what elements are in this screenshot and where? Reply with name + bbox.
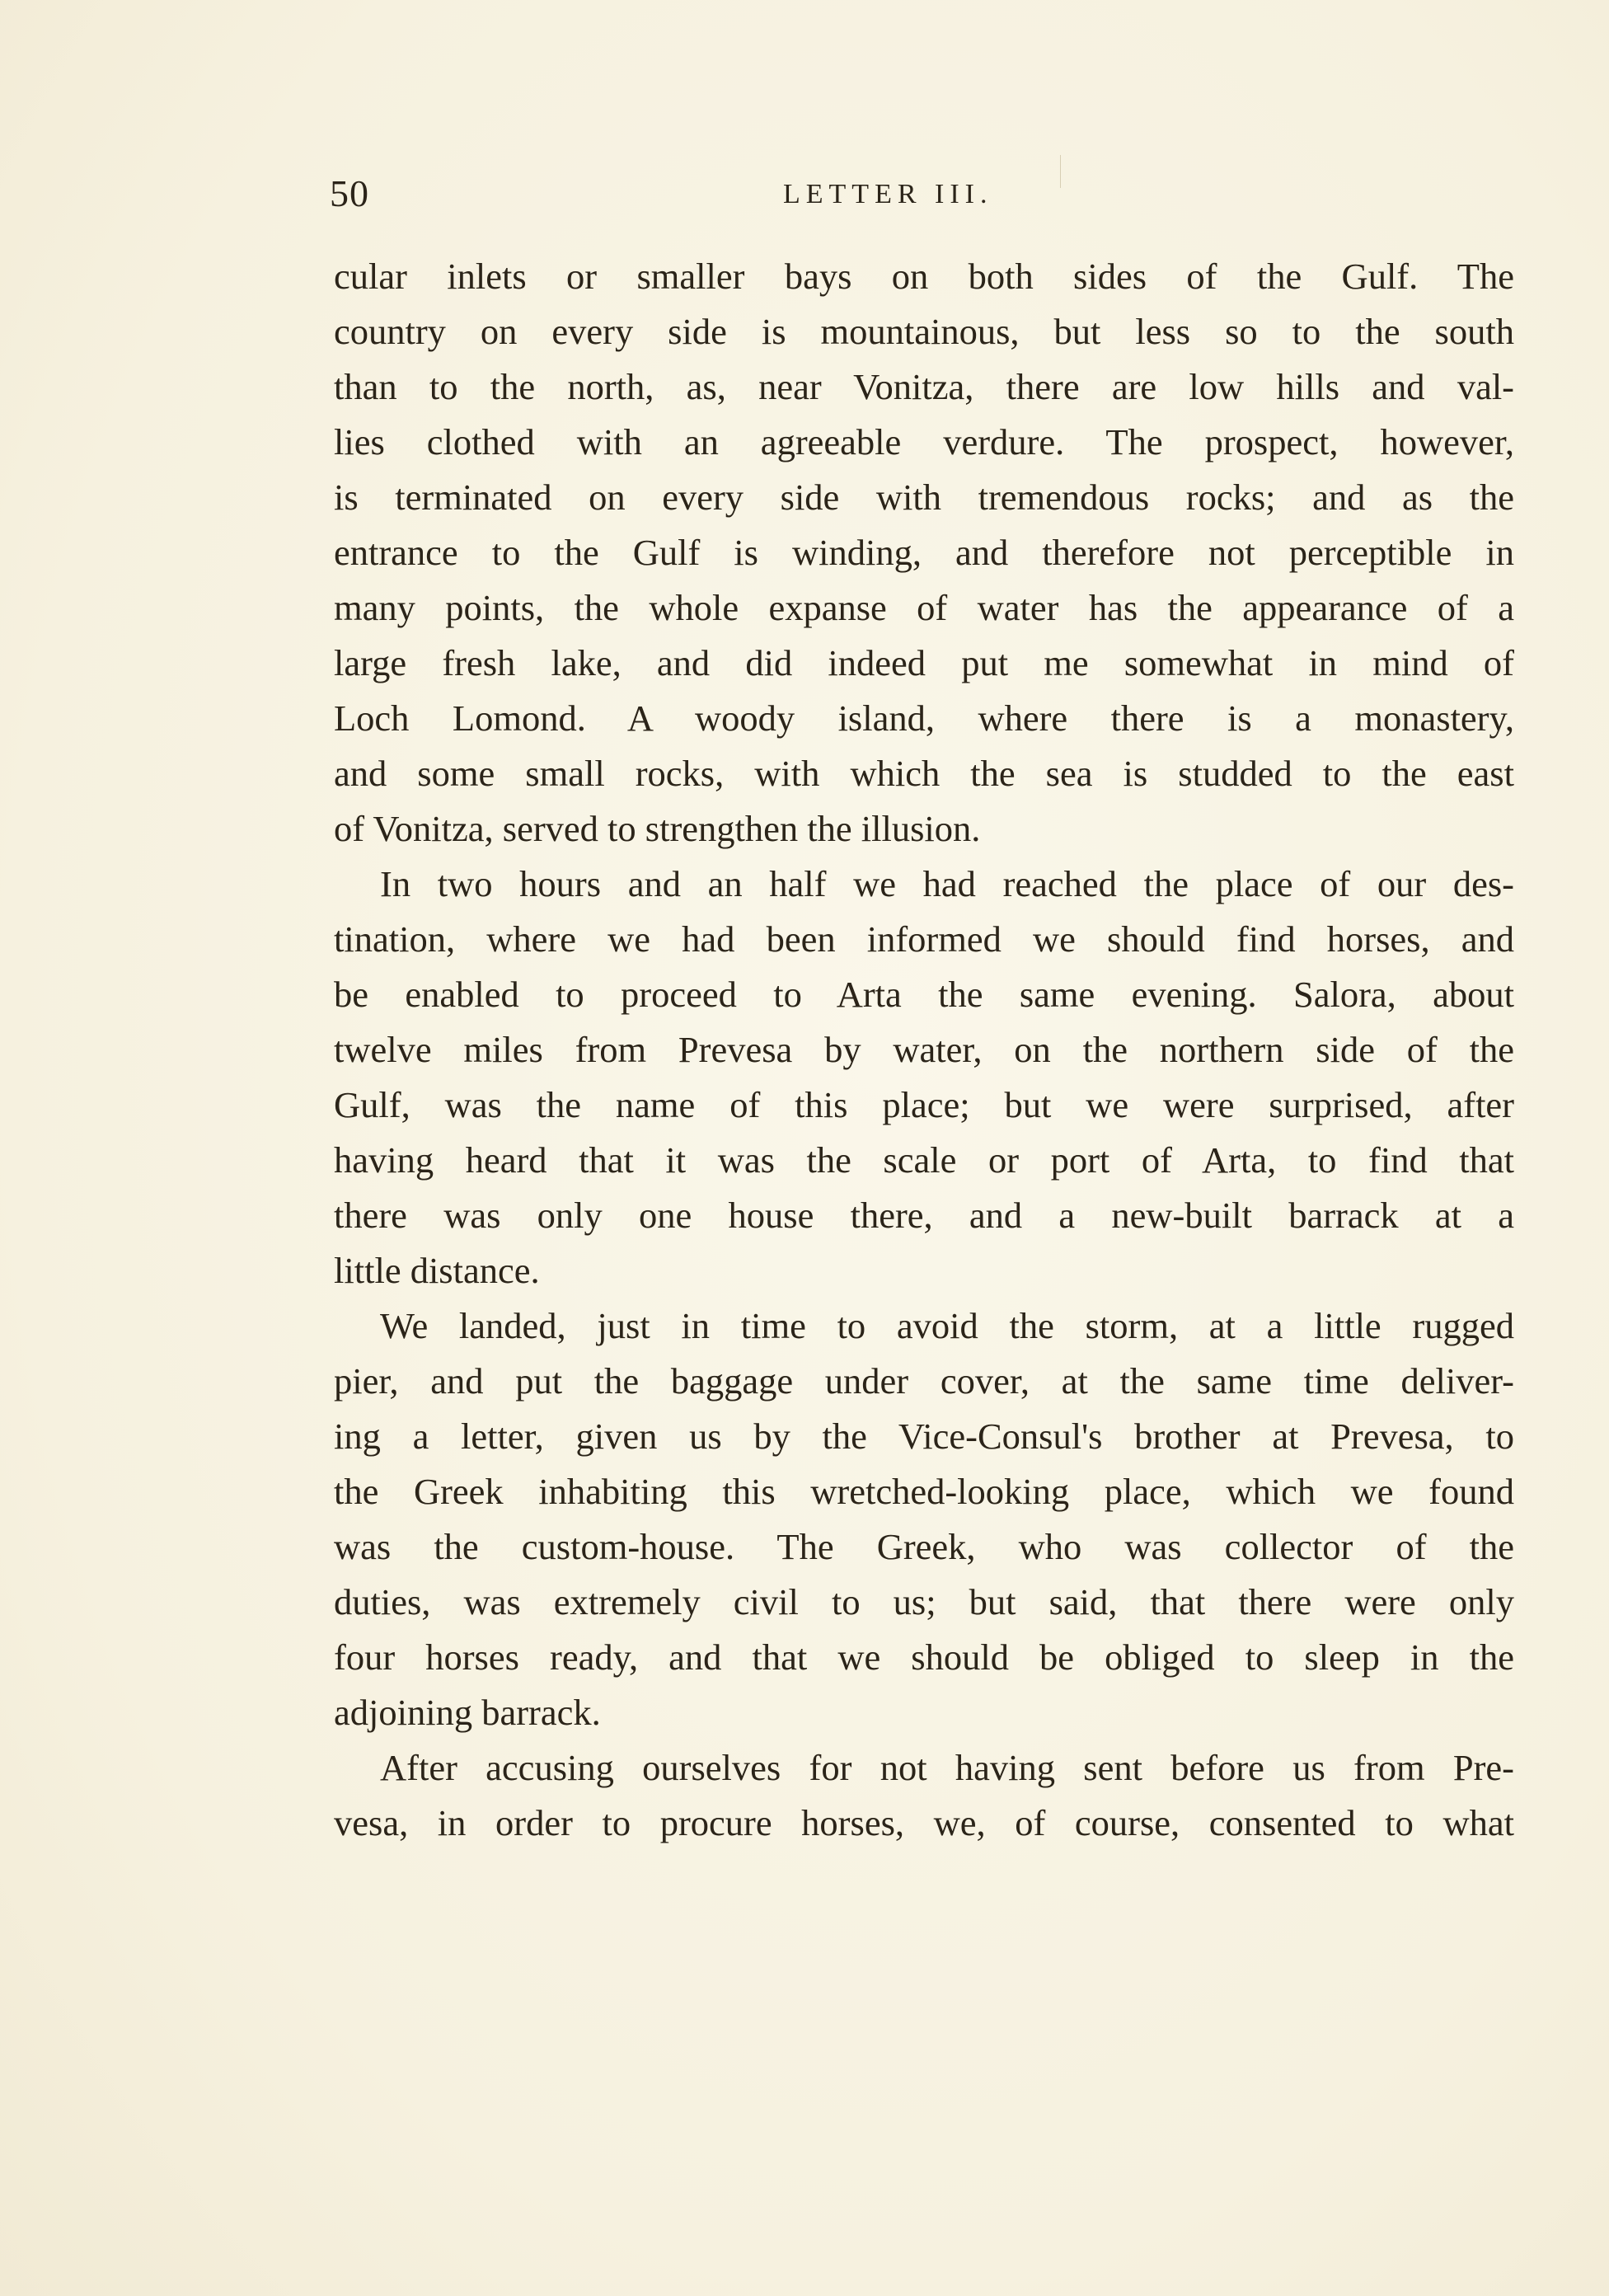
text-line: vesa, in order to procure horses, we, of course, consented to what <box>334 1802 1514 1843</box>
text-line: be enabled to proceed to Arta the same evening. Salora, about <box>334 974 1514 1015</box>
text-line: tination, where we had been informed we should find horses, and <box>334 918 1514 960</box>
text-line: having heard that it was the scale or port of Arta, to find that <box>334 1139 1514 1181</box>
text-line: many points, the whole expanse of water has the appearance of a <box>334 587 1514 628</box>
paragraph-start-line: In two hours and an half we had reached the place of our des- <box>380 863 1514 904</box>
paragraph-start-line: After accusing ourselves for not having sent before us from Pre- <box>380 1747 1514 1788</box>
text-line: duties, was extremely civil to us; but said, that there were only <box>334 1581 1514 1622</box>
paragraph-end-line: adjoining barrack. <box>334 1692 601 1733</box>
text-line: is terminated on every side with tremendous rocks; and as the <box>334 477 1514 518</box>
text-line: pier, and put the baggage under cover, at the same time deliver- <box>334 1360 1514 1402</box>
text-line: than to the north, as, near Vonitza, there are low hills and val- <box>334 366 1514 407</box>
text-line: large fresh lake, and did indeed put me somewhat in mind of <box>334 642 1514 683</box>
paragraph-start-line: We landed, just in time to avoid the storm, at a little rugged <box>380 1305 1514 1346</box>
page-header <box>330 169 1154 218</box>
running-head: LETTER III. <box>783 179 993 209</box>
text-line: was the custom-house. The Greek, who was collector of the <box>334 1526 1514 1567</box>
text-line: country on every side is mountainous, but less so to the south <box>334 311 1514 352</box>
text-line: ing a letter, given us by the Vice-Consul's brother at Prevesa, to <box>334 1416 1514 1457</box>
text-line: four horses ready, and that we should be obliged to sleep in the <box>334 1636 1514 1678</box>
paragraph-end-line: of Vonitza, served to strengthen the illusion. <box>334 808 981 849</box>
page-number: 50 <box>330 172 369 214</box>
text-line: there was only one house there, and a new-built barrack at a <box>334 1195 1514 1236</box>
text-line: the Greek inhabiting this wretched-looking place, which we found <box>334 1471 1514 1512</box>
text-line: Gulf, was the name of this place; but we were surprised, after <box>334 1084 1514 1125</box>
text-line: entrance to the Gulf is winding, and therefore not perceptible in <box>334 532 1514 573</box>
text-line: and some small rocks, with which the sea is studded to the east <box>334 753 1514 794</box>
paragraph-end-line: little distance. <box>334 1250 540 1291</box>
text-line: lies clothed with an agreeable verdure. The prospect, however, <box>334 421 1514 462</box>
text-line: cular inlets or smaller bays on both sides of the Gulf. The <box>334 256 1514 297</box>
body-text <box>334 249 1514 1851</box>
text-line: twelve miles from Prevesa by water, on the northern side of the <box>334 1029 1514 1070</box>
text-line: Loch Lomond. A woody island, where there is a monastery, <box>334 697 1514 739</box>
